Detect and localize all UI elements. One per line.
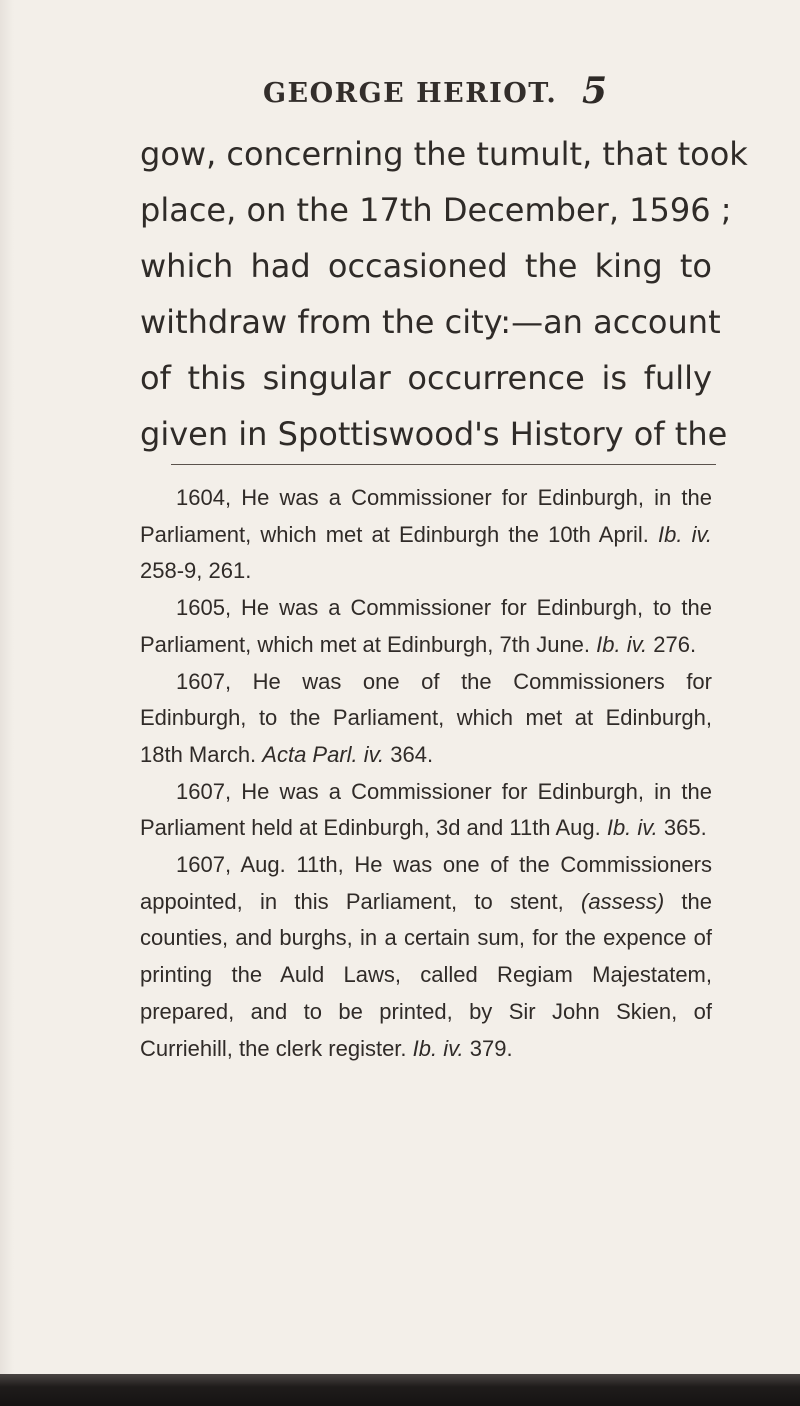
main-text-line: withdraw from the city:—an account (140, 303, 721, 341)
page-bottom-edge (0, 1374, 800, 1406)
footnote-text: the counties, and burghs, in a certain sum, for the expence of printing the Auld Laws, called Regiam Majestatem, prepared, and to be printed, by Sir John Skien, of Curriehill, the clerk register. (140, 888, 712, 1061)
footnote-text: 1607, He was a Commissioner for Edinburgh, in the Parliament held at Edinburgh, 3d and 11th Aug. (140, 778, 712, 841)
page-number: 5 (582, 70, 608, 112)
footnote-rule (171, 464, 716, 465)
footnote-text: 1607, Aug. 11th, He was one of the Commissioners appointed, in this Parliament, to stent, (140, 852, 712, 914)
footnote-text: 1604, He was a Commissioner for Edinburgh, in the Parliament, which met at Edinburgh the 10th April. (140, 485, 712, 547)
footnote-citation: Ib. iv. (412, 1035, 464, 1061)
footnote-citation: Acta Parl. iv. (262, 741, 385, 767)
footnote-1605 (140, 590, 712, 663)
footnote-text: 1605, He was a Commissioner for Edinburgh, to the Parliament, which met at Edinburgh, 7th June. (140, 595, 712, 657)
running-title: GEORGE HERIOT. (263, 78, 558, 109)
main-text-line: place, on the 17th December, 1596 ; (140, 191, 732, 229)
footnote-gloss: (assess) (581, 888, 665, 914)
footnote-1607-aug-11 (140, 847, 712, 1067)
main-text-line: gow, concerning the tumult, that took (140, 135, 748, 173)
footnote-1607-march (140, 664, 712, 774)
footnote-1607-aug (140, 774, 712, 847)
main-text-line: given in Spottiswood's History of the (140, 415, 728, 453)
footnote-citation-pages: 379. (469, 1035, 513, 1061)
footnote-1604 (140, 480, 712, 590)
footnote-citation-pages: 365. (663, 815, 707, 841)
footnote-citation: Ib. iv. (596, 631, 648, 657)
footnote-citation-pages: 258-9, 261. (140, 558, 252, 584)
footnotes (140, 480, 712, 1067)
footnote-citation-pages: 276. (653, 631, 697, 657)
page-spine-shadow (0, 0, 14, 1406)
main-text (140, 126, 748, 462)
footnote-citation-pages: 364. (390, 741, 434, 767)
main-text-line: of this singular occurrence is fully (140, 359, 712, 397)
main-text-line: which had occasioned the king to (140, 247, 712, 285)
footnote-text: 1607, He was one of the Commissioners for Edinburgh, to the Parliament, which met at Edinburgh, 18th March. (140, 668, 712, 767)
footnote-citation: Ib. iv. (658, 521, 712, 547)
running-head (0, 70, 800, 114)
footnote-citation: Ib. iv. (606, 815, 658, 841)
